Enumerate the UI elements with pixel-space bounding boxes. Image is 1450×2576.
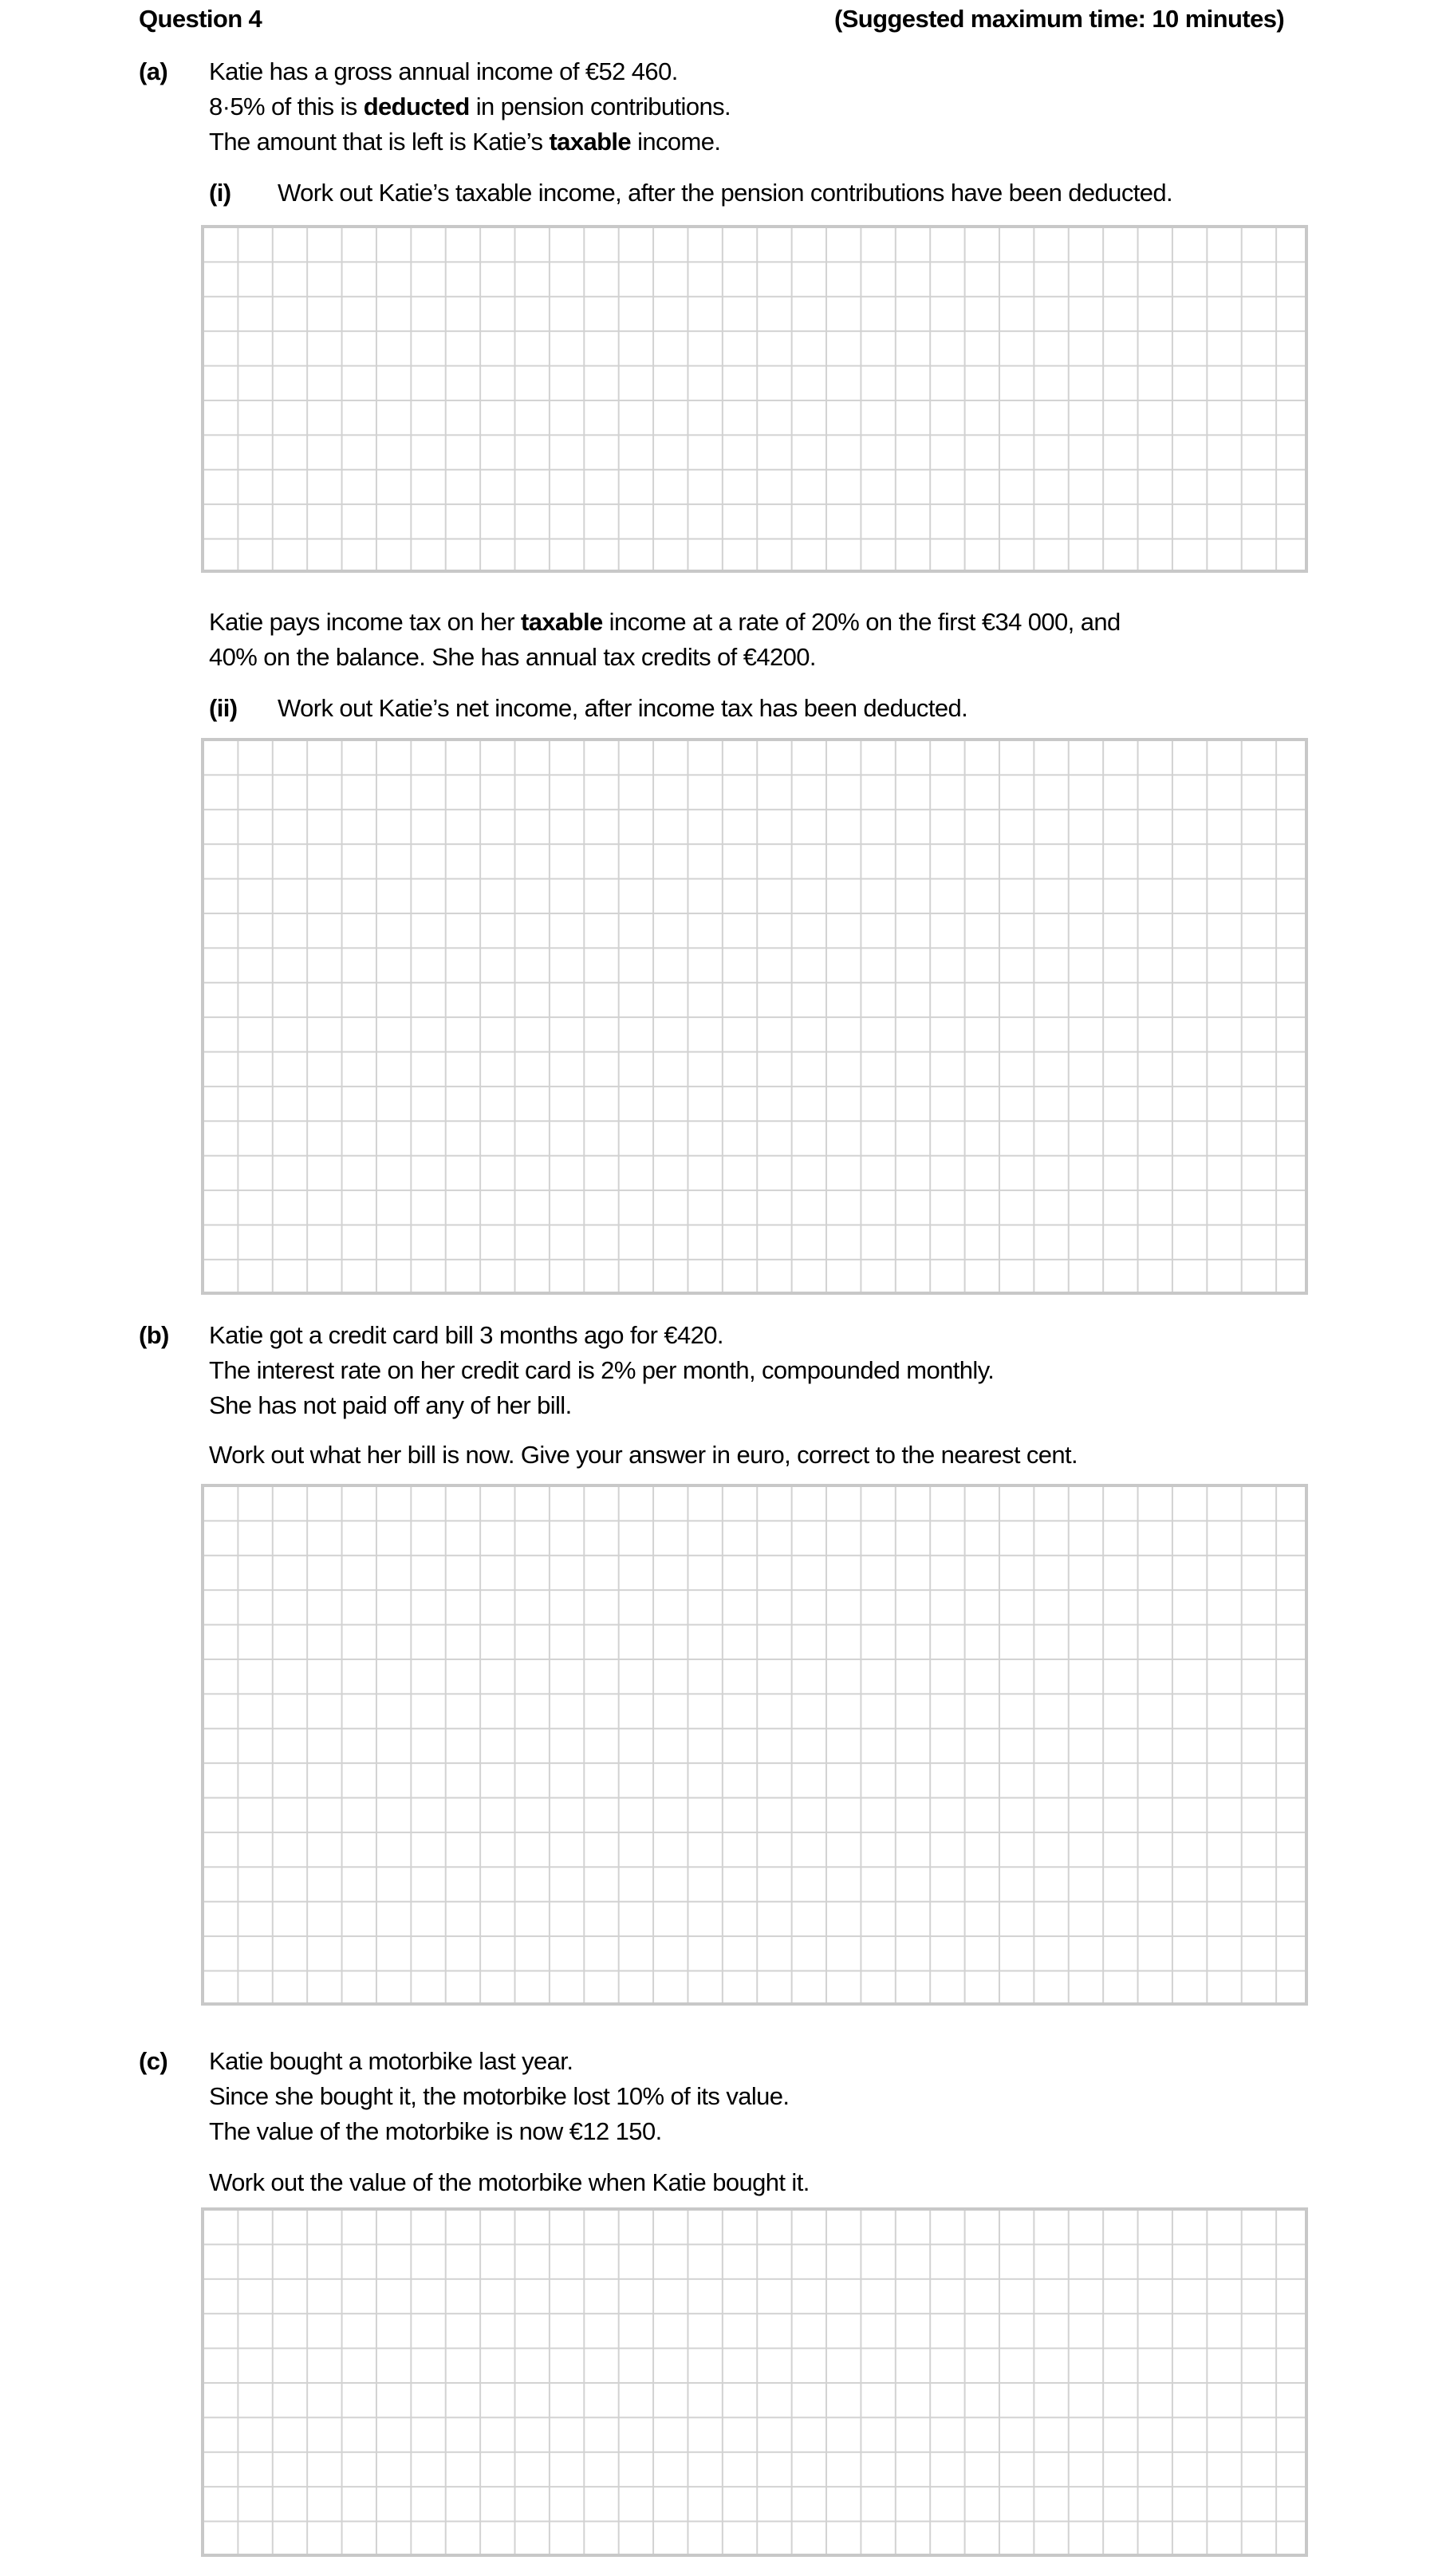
part-c-label: (c): [139, 2047, 168, 2075]
part-c-line3: The value of the motorbike is now €12 150.: [209, 2117, 662, 2145]
text: income.: [631, 128, 721, 156]
text: 8·5% of this is: [209, 93, 364, 120]
question-title: Question 4: [139, 5, 262, 33]
answer-grid-b[interactable]: [201, 1484, 1308, 2006]
part-b-line1: Katie got a credit card bill 3 months ago for €420.: [209, 1321, 723, 1349]
part-c-line2: Since she bought it, the motorbike lost 10% of its value.: [209, 2082, 790, 2110]
text: in pension contributions.: [469, 93, 731, 120]
answer-grid-a-i[interactable]: [201, 225, 1308, 573]
emphasis-taxable: taxable: [549, 128, 632, 156]
answer-grid-a-ii[interactable]: [201, 738, 1308, 1295]
sub-i-label: (i): [209, 179, 231, 207]
answer-grid-c[interactable]: [201, 2207, 1308, 2557]
text: Katie pays income tax on her: [209, 608, 521, 636]
text: The amount that is left is Katie’s: [209, 128, 550, 156]
sub-i-prompt: Work out Katie’s taxable income, after the pension contributions have been deducted.: [278, 179, 1173, 207]
suggested-time: (Suggested maximum time: 10 minutes): [834, 5, 1285, 33]
part-a-line2: [209, 89, 731, 124]
tax-info-line2: 40% on the balance. She has annual tax credits of €4200.: [209, 643, 816, 671]
part-b-line3: She has not paid off any of her bill.: [209, 1391, 572, 1419]
part-b-line2: The interest rate on her credit card is 2% per month, compounded monthly.: [209, 1356, 995, 1384]
sub-ii-prompt: Work out Katie’s net income, after income tax has been deducted.: [278, 694, 968, 722]
part-c-prompt: Work out the value of the motorbike when Katie bought it.: [209, 2168, 810, 2196]
part-a-line1: Katie has a gross annual income of €52 460.: [209, 57, 678, 85]
tax-info-line1: [209, 605, 1121, 640]
part-c-line1: Katie bought a motorbike last year.: [209, 2047, 573, 2075]
emphasis-taxable: taxable: [521, 608, 603, 636]
text: income at a rate of 20% on the first €34 000, and: [602, 608, 1121, 636]
sub-ii-label: (ii): [209, 694, 238, 722]
part-a-label: (a): [139, 57, 168, 85]
part-a-line3: [209, 124, 720, 160]
emphasis-deducted: deducted: [363, 93, 470, 120]
part-b-label: (b): [139, 1321, 169, 1349]
part-b-prompt: Work out what her bill is now. Give your answer in euro, correct to the nearest cent.: [209, 1441, 1078, 1469]
